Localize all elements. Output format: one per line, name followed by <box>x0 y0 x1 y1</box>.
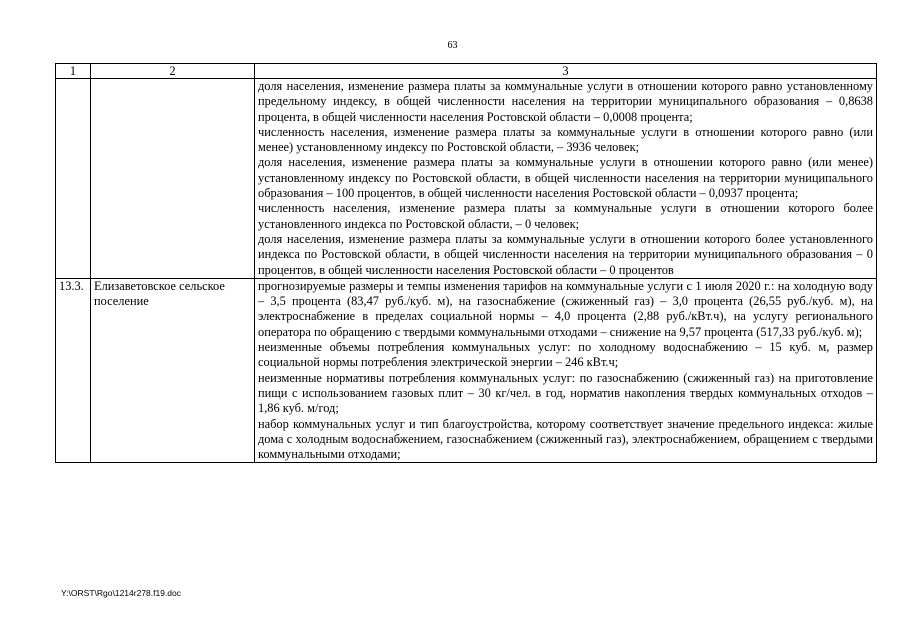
row-number-cell <box>56 79 91 279</box>
footer-file-path: Y:\ORST\Rgo\1214r278.f19.doc <box>61 588 182 598</box>
table-row-continued <box>56 79 877 279</box>
page-number: 63 <box>447 40 458 51</box>
header-col-1: 1 <box>56 64 91 79</box>
row-name-cell <box>91 79 255 279</box>
paragraph: доля населения, изменение размера платы за коммунальные услуги в отношении которого более установленного индекса по Ростовской области, в общей численности населения на территории муниципального образования – 0 процентов, в общей численности населения Ростовской области – 0 процентов <box>258 231 873 277</box>
paragraph: доля населения, изменение размера платы за коммунальные услуги в отношении которого равно (или менее) установленному индексу по Ростовской области, в общей численности населения на территории муниципального образования – 100 процентов, в общей численности населения Ростовской области – 0,0937 процента; <box>258 155 873 201</box>
paragraph: неизменные нормативы потребления коммунальных услуг: по газоснабжению (сжиженный газ) на приготовление пищи с использованием газовых плит – 30 кг/чел. в год, норматив накопления твердых коммунальных отходов – 1,86 куб. м/год; <box>258 370 873 416</box>
paragraph: доля населения, изменение размера платы за коммунальные услуги в отношении которого равно установленному предельному индексу, в общей численности населения на территории муниципального образования – 0,8638 процента, в общей численности населения Ростовской области – 0,0008 процента; <box>258 79 873 124</box>
row-content-cell <box>255 278 877 463</box>
header-col-3: 3 <box>255 64 877 79</box>
paragraph: численность населения, изменение размера платы за коммунальные услуги в отношении которого равно (или менее) установленному индексу по Ростовской области, – 3936 человек; <box>258 124 873 155</box>
paragraph: прогнозируемые размеры и темпы изменения тарифов на коммунальные услуги с 1 июля 2020 г.: на холодную воду – 3,5 процента (83,47 руб./куб. м), на газоснабжение (сжиженный газ) – 3,0 процента (26,55 руб./куб. м), на электроснабжение в пределах социальной нормы – 4,0 процента (2,88 руб./кВт.ч), на услугу регионального оператора по обращению с твердыми коммунальными отходами – снижение на 9,57 процента (517,33 руб./куб. м); <box>258 278 873 339</box>
table-row-13-3 <box>56 278 877 463</box>
row-number-cell: 13.3. <box>56 278 91 463</box>
paragraph: неизменные объемы потребления коммунальных услуг: по холодному водоснабжению – 15 куб. м, размер социальной нормы потребления электрической энергии – 246 кВт.ч; <box>258 340 873 370</box>
header-col-2: 2 <box>91 64 255 79</box>
document-table <box>55 63 877 463</box>
paragraph: численность населения, изменение размера платы за коммунальные услуги в отношении которого более установленного индекса по Ростовской области, – 0 человек; <box>258 201 873 231</box>
row-name-cell: Елизаветовское сельское поселение <box>91 278 255 463</box>
table-header-row <box>56 64 877 79</box>
paragraph: набор коммунальных услуг и тип благоустройства, которому соответствует значение предельного индекса: жилые дома с холодным водоснабжением, газоснабжением (сжиженный газ), электроснабжением, обращением с твердыми коммунальными отходами; <box>258 416 873 462</box>
row-content-cell <box>255 79 877 279</box>
